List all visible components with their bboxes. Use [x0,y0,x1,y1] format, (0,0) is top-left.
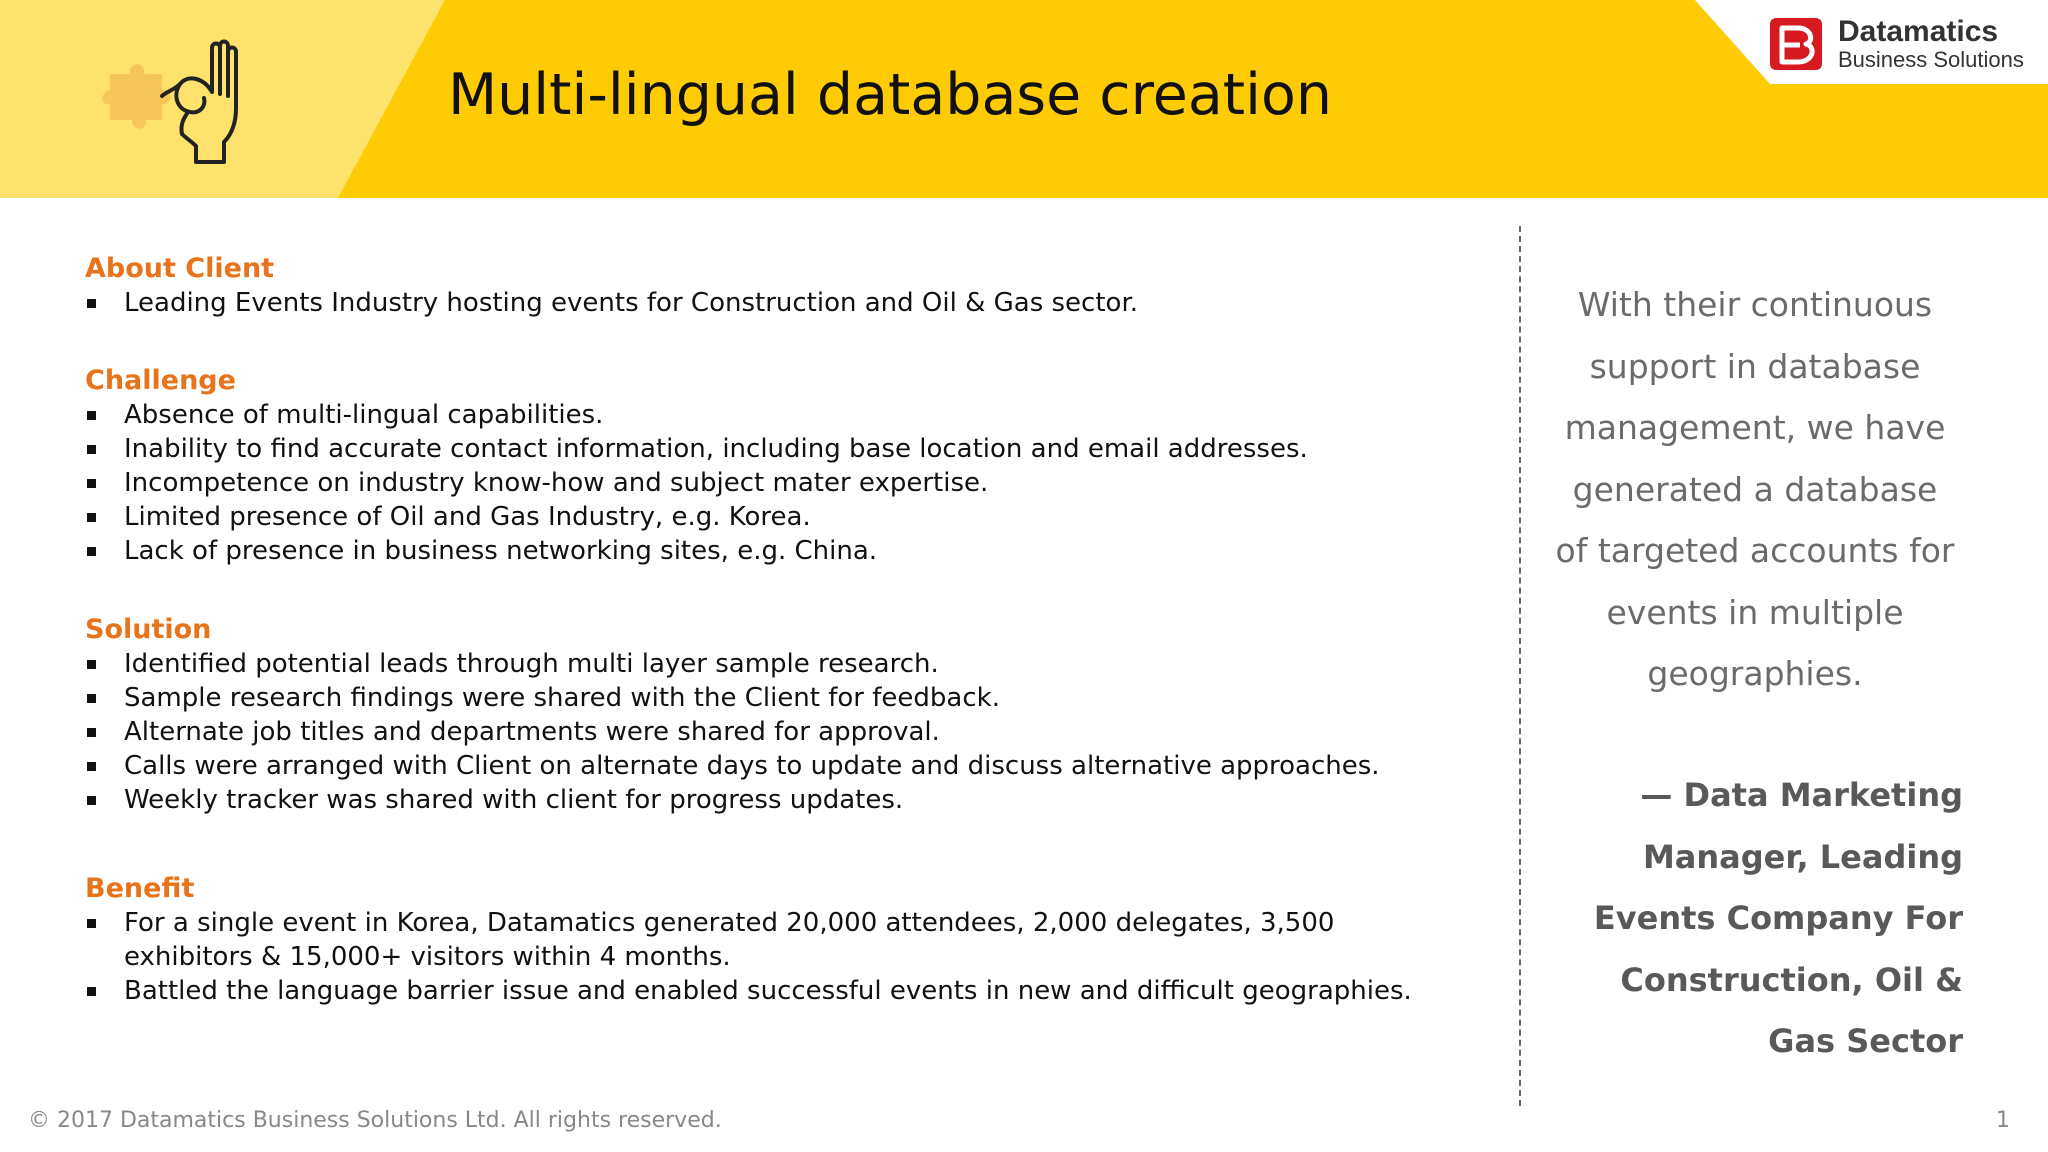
section-about-client [85,252,1138,320]
testimonial-quote: With their continuous support in database management, we have generated a database of targeted accounts for events in multiple geographies. [1555,285,1955,693]
list-item: Absence of multi-lingual capabilities. [85,398,1308,432]
section-heading: Challenge [85,365,236,396]
dashed-divider [1519,226,1521,1106]
section-solution [85,613,1380,817]
list-item: Lack of presence in business networking sites, e.g. China. [85,534,1308,568]
copyright-footer: © 2017 Datamatics Business Solutions Ltd. All rights reserved. [28,1108,722,1133]
list-item: Calls were arranged with Client on alternate days to update and discuss alternative approaches. [85,749,1380,783]
bullet-list [85,647,1380,817]
company-logo [1770,14,2024,74]
testimonial-attribution: — Data Marketing Manager, Leading Events Company For Construction, Oil & Gas Sector [1593,776,1963,1060]
page-number: 1 [1996,1108,2010,1133]
list-item: For a single event in Korea, Datamatics generated 20,000 attendees, 2,000 delegates, 3,500 exhibitors & 15,000+ visitors within 4 months. [85,906,1445,974]
header-banner [0,0,2048,198]
list-item: Incompetence on industry know-how and subject mater expertise. [85,466,1308,500]
list-item: Identified potential leads through multi layer sample research. [85,647,1380,681]
list-item: Inability to find accurate contact information, including base location and email addresses. [85,432,1308,466]
section-heading: Benefit [85,873,195,904]
logo-name: Datamatics [1838,15,1999,48]
list-item: Sample research findings were shared with the Client for feedback. [85,681,1380,715]
list-item: Leading Events Industry hosting events for Construction and Oil & Gas sector. [85,286,1138,320]
list-item: Weekly tracker was shared with client for progress updates. [85,783,1380,817]
bullet-list [85,906,1445,1008]
bullet-list [85,398,1308,568]
section-benefit [85,872,1445,1008]
bullet-list [85,286,1138,320]
list-item: Battled the language barrier issue and enabled successful events in new and difficult geographies. [85,974,1445,1008]
datamatics-logo-icon [1770,18,1822,70]
list-item: Alternate job titles and departments were shared for approval. [85,715,1380,749]
puzzle-ok-hand-icon [100,34,250,174]
logo-tagline: Business Solutions [1838,47,2024,72]
section-heading: About Client [85,253,275,284]
page-title: Multi-lingual database creation [448,62,1332,128]
list-item: Limited presence of Oil and Gas Industry, e.g. Korea. [85,500,1308,534]
section-challenge [85,364,1308,568]
section-heading: Solution [85,614,212,645]
